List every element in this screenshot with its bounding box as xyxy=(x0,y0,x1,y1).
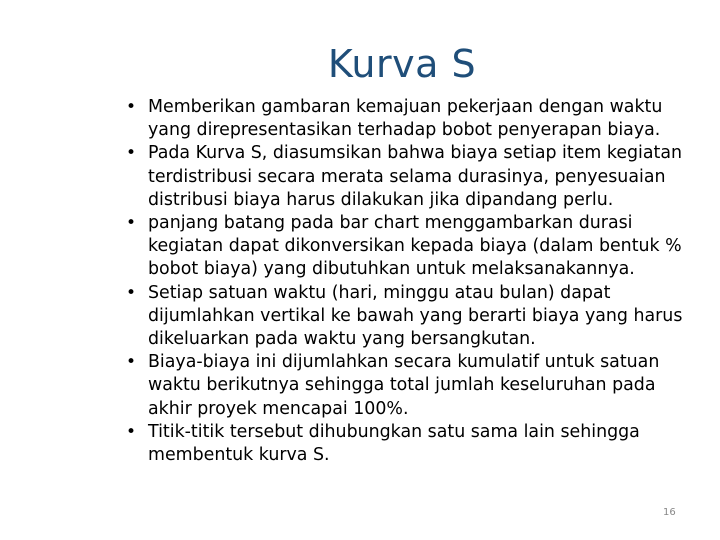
bullet-text: Memberikan gambaran kemajuan pekerjaan dengan waktu yang direpresentasikan terhadap bobot penyerapan biaya. xyxy=(148,97,663,141)
slide-title: Kurva S xyxy=(327,42,477,86)
bullet-item xyxy=(120,421,700,467)
bullet-dot-icon: • xyxy=(126,143,137,164)
bullet-dot-icon: • xyxy=(126,97,137,117)
bullet-item xyxy=(120,282,700,352)
bullet-item xyxy=(120,96,700,142)
bullet-list xyxy=(120,96,700,467)
bullet-dot-icon: • xyxy=(126,421,137,442)
page-number: 16 xyxy=(663,507,676,518)
bullet-text: Titik-titik tersebut dihubungkan satu sama lain sehingga membentuk kurva S. xyxy=(148,421,640,466)
bullet-item xyxy=(120,142,700,212)
bullet-text: Setiap satuan waktu (hari, minggu atau bulan) dapat dijumlahkan vertikal ke bawah yang berarti biaya yang harus dikeluarkan pada waktu yang bersangkutan. xyxy=(148,282,683,350)
bullet-text: Biaya-biaya ini dijumlahkan secara kumulatif untuk satuan waktu berikutnya sehingga total jumlah keseluruhan pada akhir proyek mencapai 100%. xyxy=(148,352,660,419)
bullet-dot-icon: • xyxy=(126,213,137,234)
bullet-text: panjang batang pada bar chart menggambarkan durasi kegiatan dapat dikonversikan kepada biaya (dalam bentuk % bobot biaya) yang dibutuhkan untuk melaksanakannya. xyxy=(148,213,682,280)
bullet-item xyxy=(120,212,700,282)
bullet-item xyxy=(120,351,700,421)
bullet-dot-icon: • xyxy=(126,352,137,373)
bullet-text: Pada Kurva S, diasumsikan bahwa biaya setiap item kegiatan terdistribusi secara merata selama durasinya, penyesuaian distribusi biaya harus dilakukan jika dipandang perlu. xyxy=(148,143,683,210)
bullet-dot-icon: • xyxy=(126,282,137,303)
